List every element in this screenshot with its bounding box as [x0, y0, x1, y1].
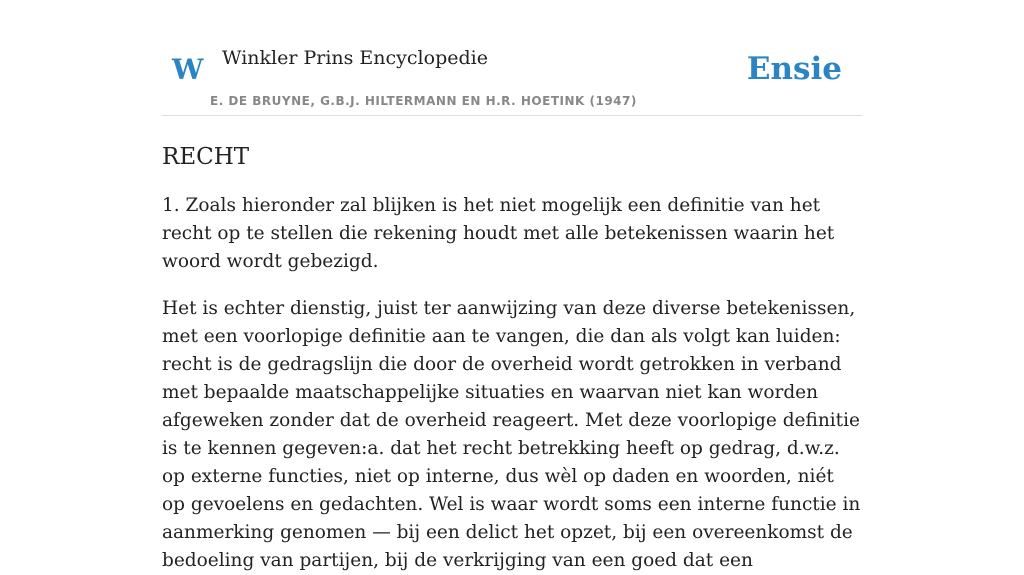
article-title: RECHT — [162, 144, 250, 170]
article-paragraph-2: Het is echter dienstig, juist ter aanwijzing van deze diverse betekenissen, met een voorlopige definitie aan te vangen, die dan als volgt kan luiden: recht is de gedragslijn die door de overheid wordt getrokken in verband met bepaalde maatschappelijke situaties en waarvan niet kan worden afgeweken zonder dat de overheid reageert. Met deze voorlopige definitie is te kennen gegeven:a. dat het recht betrekking heeft op gedrag, d.w.z. op externe functies, niet op interne, dus wèl op daden en woorden, niét op gevoelens en gedachten. Wel is waar wordt soms een interne functie in aanmerking genomen — bij een delict het opzet, bij een overeenkomst de bedoeling van partijen, bij de verkrijging van een goed dat een — [162, 298, 861, 571]
book-title[interactable]: Winkler Prins Encyclopedie — [222, 47, 488, 69]
article-paragraph-1: 1. Zoals hieronder zal blijken is het niet mogelijk een definitie van het recht op te stellen die rekening houdt met alle betekenissen waarin het woord wordt gebezigd. — [162, 195, 835, 272]
authors-line: E. DE BRUYNE, G.B.J. HILTERMANN EN H.R. HOETINK (1947) — [210, 94, 637, 108]
ensie-logo[interactable]: Ensie — [746, 51, 842, 87]
page-header — [162, 0, 862, 116]
page-container — [162, 0, 862, 575]
winkler-prins-logo[interactable]: W — [172, 53, 204, 86]
